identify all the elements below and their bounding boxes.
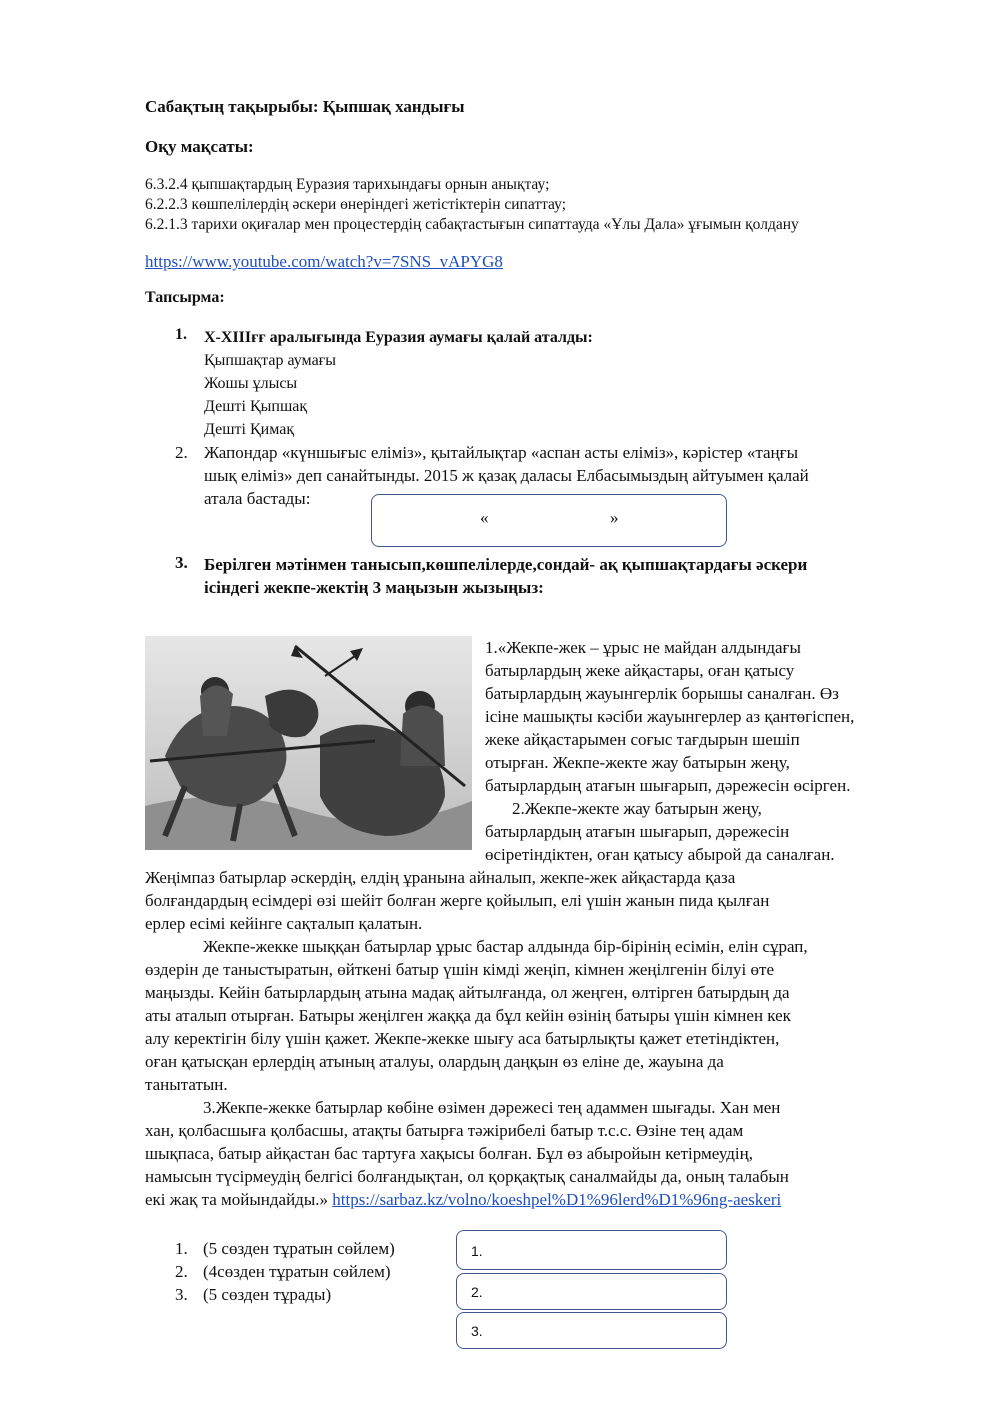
text-line: танытатын. — [145, 1075, 228, 1094]
goal-item: 6.3.2.4 қыпшақтардың Еуразия тарихындағы орнын анықтау; — [145, 176, 550, 193]
question-3-line: Берілген мәтінмен танысып,көшпелілерде,сондай- ақ қыпшақтардағы әскери — [204, 555, 808, 574]
answer-item-text: (5 сөзден тұрады) — [203, 1285, 332, 1304]
sarbaz-link[interactable]: https://sarbaz.kz/volno/koeshpel%D1%96lerd%D1%96ng-aeskeri — [332, 1190, 782, 1209]
text-line-content: екі жақ та мойындайды.» — [145, 1190, 328, 1209]
text-line: жеке айқастарымен соғыс тағдырын шешіп — [485, 730, 800, 749]
option-item: Қыпшақтар аумағы — [204, 352, 336, 369]
answer-item — [175, 1260, 445, 1283]
text-line: 2.Жекпе-жекте жау батырын жеңу, — [512, 799, 762, 818]
text-full-block — [145, 866, 985, 1211]
text-line: 1.«Жекпе-жек – ұрыс не майдан алдындағы — [485, 638, 801, 657]
text-line: маңызды. Кейін батырлардың атына мадақ айтылғанда, ол жеңген, өлтірген батырдың да — [145, 983, 790, 1002]
open-quote: « — [480, 508, 489, 527]
text-line: аты аталып отырған. Батыры жеңілген жаққа да бұл кейін өзінің батыры үшін кімнен кек — [145, 1006, 791, 1025]
answer-item-number: 2. — [175, 1262, 188, 1281]
text-right-block — [485, 636, 975, 866]
close-quote: » — [610, 508, 619, 527]
text-line: Жеңімпаз батырлар әскердің, елдің ұранына айналып, жекпе-жек айқастарда қаза — [145, 868, 736, 887]
question-3-number: 3. — [175, 553, 188, 572]
text-line: ерлер есімі кейінге сақталып қалатын. — [145, 914, 423, 933]
text-line: батырлардың атағын шығарып, дәрежесін — [485, 822, 790, 841]
question-2-line: атала бастады: — [204, 489, 311, 508]
question-1-number: 1. — [175, 326, 187, 343]
question-1-text: X-XIIIғғ аралығында Еуразия аумағы қалай аталды: — [204, 329, 593, 346]
task-heading: Тапсырма: — [145, 289, 225, 306]
option-item: Дешті Қимақ — [204, 421, 295, 438]
answer-item-text: (4сөзден тұратын сөйлем) — [203, 1262, 391, 1281]
text-line: өсіретіндіктен, оған қатысу абырой да саналған. — [485, 845, 835, 864]
answer-box-label: 2. — [471, 1284, 483, 1300]
text-line: хан, қолбасшыға қолбасшы, атақты батырға тәжірибелі батыр т.с.с. Өзіне тең адам — [145, 1121, 744, 1140]
text-line: ісіне машықты кәсіби жауынгерлер аз қантөгіспен, — [485, 707, 855, 726]
goals-list — [145, 175, 799, 235]
goal-item: 6.2.2.3 көшпелілердің әскери өнеріндегі жетістіктерін сипаттау; — [145, 196, 566, 213]
text-line: шықпаса, батыр айқастан бас тартуға хақысы болған. Бұл өз абыройын кетірмеудің, — [145, 1144, 754, 1163]
answer-item-number: 1. — [175, 1239, 188, 1258]
answer-box-1[interactable] — [456, 1230, 727, 1270]
text-line: намысын түсірмеудің белгісі болғандықтан, ол қорқақтық саналмайды да, оның талабын — [145, 1167, 789, 1186]
text-line — [145, 1096, 985, 1119]
text-line: алу керектігін білу үшін қажет. Жекпе-жекке шығу аса батырлықты қажет ететіндіктен, — [145, 1029, 780, 1048]
battle-image — [145, 636, 472, 850]
question-3 — [204, 553, 807, 599]
text-line: отырған. Жекпе-жекте жау батырын жеңу, — [485, 753, 790, 772]
answer-box-q2[interactable] — [371, 494, 727, 547]
text-line — [145, 1188, 985, 1211]
text-line-content: 3.Жекпе-жекке батырлар көбіне өзімен дәрежесі тең адаммен шығады. Хан мен — [203, 1098, 781, 1117]
answer-item-number: 3. — [175, 1285, 188, 1304]
option-item: Дешті Қыпшақ — [204, 398, 308, 415]
option-item: Жошы ұлысы — [204, 375, 298, 392]
text-line-content: Жекпе-жекке шыққан батырлар ұрыс бастар алдында бір-бірінің есімін, елін сұрап, — [203, 937, 808, 956]
goal-item: 6.2.1.3 тарихи оқиғалар мен процестердің сабақтастығын сипаттауда «Ұлы Дала» ұғымын қолдану — [145, 216, 799, 233]
answer-items — [175, 1237, 445, 1306]
question-2-line: шық еліміз» деп санайтынды. 2015 ж қазақ даласы Елбасымыздың айтуымен қалай — [204, 466, 809, 485]
text-line: батырлардың жауынгерлік борышы саналған. Өз — [485, 684, 839, 703]
text-line: өздерін де таныстыратын, өйткені батыр үшін кімді жеңіп, кімнен жеңілгенін білуі өте — [145, 960, 774, 979]
answer-box-label: 1. — [471, 1243, 483, 1259]
goals-heading: Оқу мақсаты: — [145, 137, 254, 156]
answer-box-3[interactable] — [456, 1312, 727, 1349]
answer-item — [175, 1283, 445, 1306]
question-2-number: 2. — [175, 443, 188, 462]
answer-item — [175, 1237, 445, 1260]
question-1 — [204, 326, 593, 441]
question-3-line: ісіндегі жекпе-жектің 3 маңызын жызыңыз: — [204, 578, 544, 597]
text-line: оған қатысқан ерлердің атының аталуы, олардың даңқын өз еліне де, жауына да — [145, 1052, 724, 1071]
lesson-title: Сабақтың тақырыбы: Қыпшақ хандығы — [145, 97, 465, 116]
answer-box-label: 3. — [471, 1323, 483, 1339]
youtube-link[interactable]: https://www.youtube.com/watch?v=7SNS_vAPYG8 — [145, 252, 503, 271]
text-line: батырлардың жеке айқастары, оған қатысу — [485, 661, 795, 680]
text-line — [145, 935, 985, 958]
text-line: болғандардың есімдері өзі шейіт болған жерге қойылып, елі үшін жанын пида қылған — [145, 891, 770, 910]
answer-box-2[interactable] — [456, 1273, 727, 1310]
text-line: батырлардың атағын шығарып, дәрежесін өсірген. — [485, 776, 851, 795]
battle-illustration — [145, 636, 472, 850]
answer-item-text: (5 сөзден тұратын сөйлем) — [203, 1239, 395, 1258]
question-2-line: Жапондар «күншығыс еліміз», қытайлықтар «аспан асты еліміз», кәрістер «таңғы — [204, 443, 799, 462]
